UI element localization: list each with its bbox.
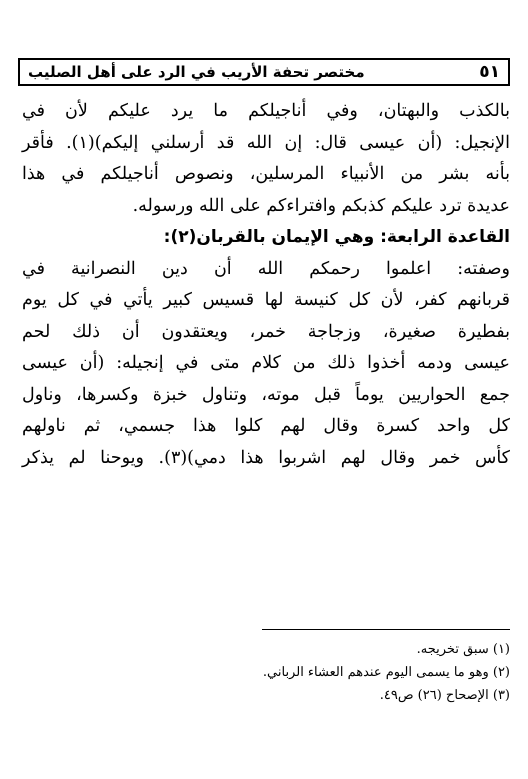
text-line: الإنجيل: (أن عيسى قال: إن الله قد أرسلني إليكم)(١). فأقر — [22, 132, 510, 153]
text-line: عيسى ودمه أخذوا ذلك من كلام متى في إنجيله: (أن عيسى — [22, 353, 510, 373]
text-line: كأس خمر وقال لهم اشربوا هذا دمي)(٣). ويوحنا لم يذكر — [22, 447, 510, 468]
text-line: بفطيرة صغيرة، وزجاجة خمر، ويعتقدون أن ذلك لحم — [22, 321, 510, 342]
text-line: كل واحد كسرة وقال لهم كلوا هذا جسمي، ثم ناولهم — [22, 416, 510, 436]
footnote: (٣) الإصحاح (٢٦) ص٤٩. — [379, 688, 510, 703]
section-heading: القاعدة الرابعة: وهي الإيمان بالقربان(٢): — [163, 227, 510, 247]
footnote-separator — [262, 629, 510, 630]
footnotes — [22, 638, 510, 707]
text-line: وصفته: اعلموا رحمكم الله أن دين النصرانية في — [22, 258, 510, 279]
text-line: جمع الحواريين يوماً قبل موته، وتناول خبزة وكسرها، وناول — [22, 384, 510, 405]
text-line: قربانهم كفر، لأن كل كنيسة لها قسيس كبير يأتي في كل يوم — [22, 290, 510, 310]
text-line: بالكذب والبهتان، وفي أناجيلكم ما يرد عليكم لأن في — [22, 101, 510, 121]
text-line: بأنه بشر من الأنبياء المرسلين، ونصوص أناجيلكم في هذا — [22, 164, 510, 184]
footnote: (٢) وهو ما يسمى اليوم عندهم العشاء الرباني. — [262, 665, 510, 680]
book-title: مختصر تحفة الأريب في الرد على أهل الصليب — [28, 63, 365, 81]
main-text — [22, 96, 510, 474]
text-line: عديدة ترد عليكم كذبكم وافتراءكم على الله ورسوله. — [132, 195, 510, 216]
page-number: ٥١ — [479, 62, 500, 82]
running-header — [18, 58, 510, 86]
footnote: (١) سبق تخريجه. — [416, 642, 510, 657]
